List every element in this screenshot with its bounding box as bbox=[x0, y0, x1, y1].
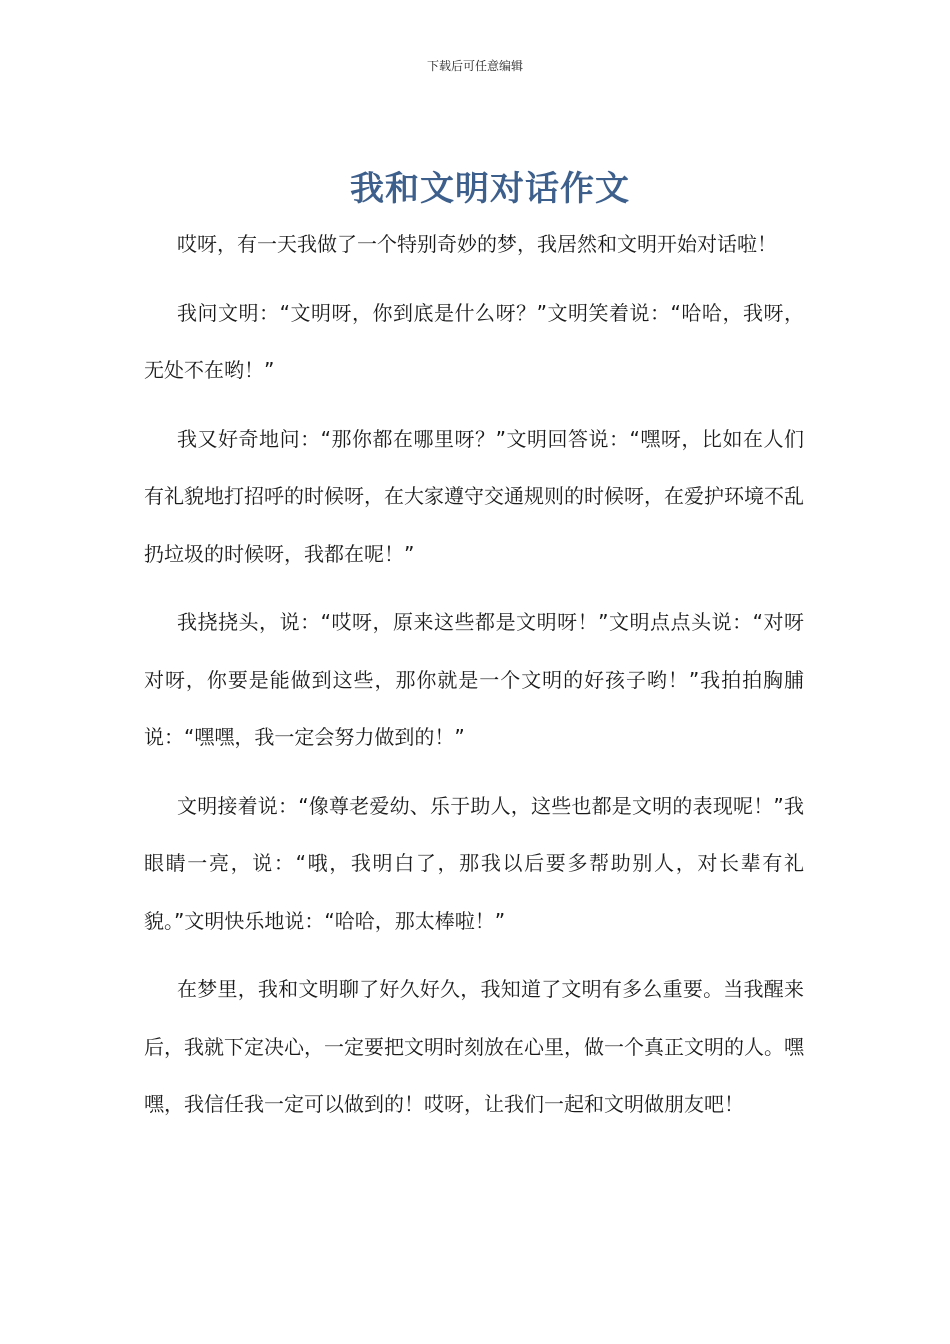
page-header-note: 下载后可任意编辑 bbox=[426, 59, 523, 73]
paragraph-3: 我又好奇地问：“那你都在哪里呀？”文明回答说：“嘿呀，比如在人们有礼貌地打招呼的时候呀，在大家遵守交通规则的时候呀，在爱护环境不乱扔垃圾的时候呀，我都在呢！” bbox=[144, 426, 804, 566]
paragraph-5: 文明接着说：“像尊老爱幼、乐于助人，这些也都是文明的表现呢！”我眼睛一亮，说：“哦，我明白了，那我以后要多帮助别人，对长辈有礼貌。”文明快乐地说：“哈哈，那太棒啦！” bbox=[144, 793, 804, 933]
document-title: 我和文明对话作文 bbox=[350, 169, 630, 209]
paragraph-4: 我挠挠头，说：“哎呀，原来这些都是文明呀！”文明点点头说：“对呀对呀，你要是能做到这些，那你就是一个文明的好孩子哟！”我拍拍胸脯说：“嘿嘿，我一定会努力做到的！” bbox=[144, 610, 804, 749]
paragraph-2: 我问文明：“文明呀，你到底是什么呀？”文明笑着说：“哈哈，我呀，无处不在哟！” bbox=[144, 300, 804, 382]
paragraph-1: 哎呀，有一天我做了一个特别奇妙的梦，我居然和文明开始对话啦！ bbox=[177, 232, 777, 256]
document-body bbox=[144, 216, 804, 1145]
paragraph-6: 在梦里，我和文明聊了好久好久，我知道了文明有多么重要。当我醒来后，我就下定决心，一定要把文明时刻放在心里，做一个真正文明的人。嘿嘿，我信任我一定可以做到的！哎呀，让我们一起和文明做朋友吧！ bbox=[144, 977, 804, 1116]
